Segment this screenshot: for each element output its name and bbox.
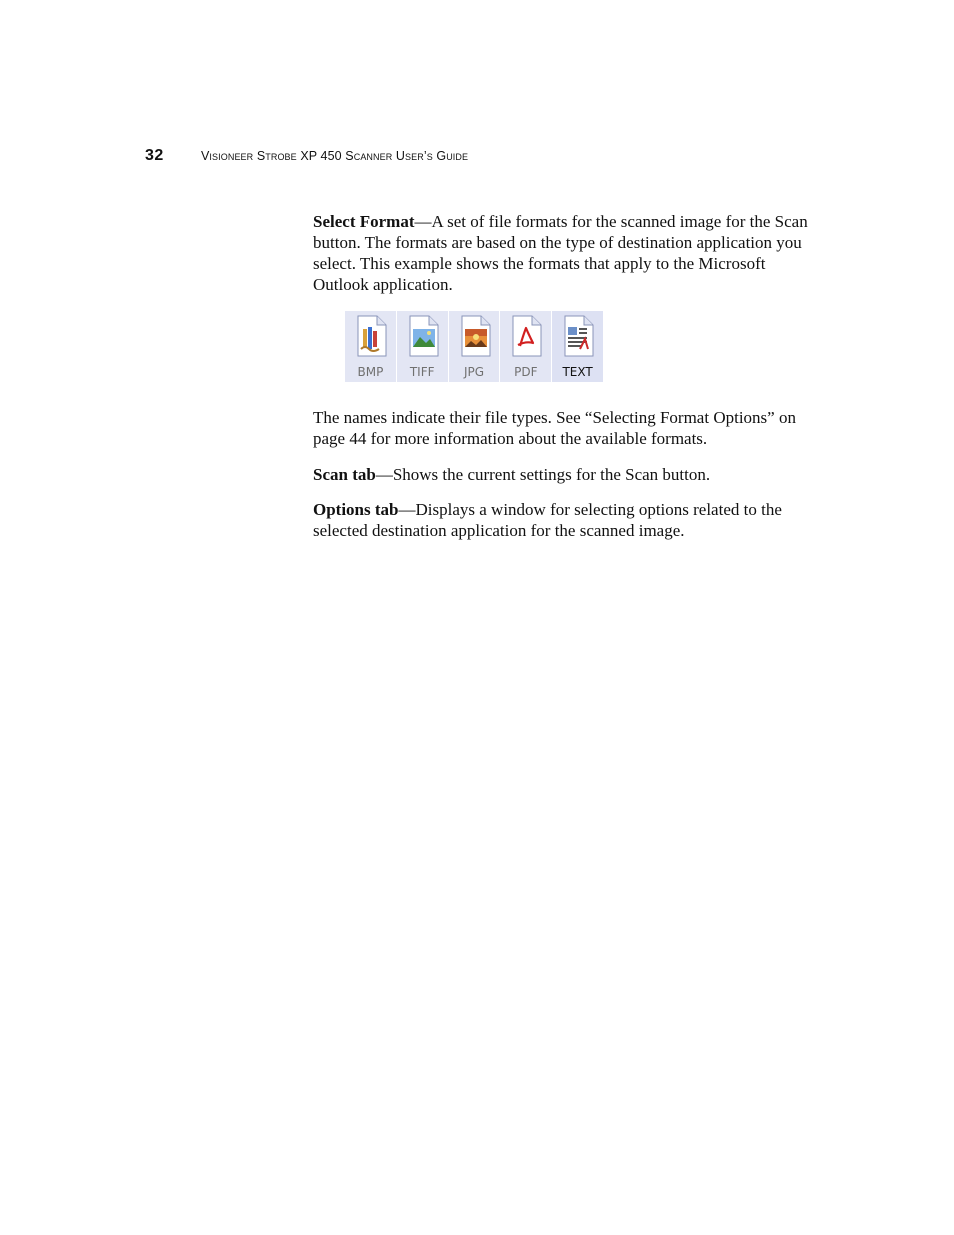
page-number: 32 bbox=[145, 147, 164, 164]
format-button-jpg[interactable] bbox=[449, 311, 500, 382]
format-label-bmp: BMP bbox=[357, 365, 384, 379]
format-button-pdf[interactable] bbox=[500, 311, 551, 382]
scan-tab-paragraph bbox=[313, 464, 813, 485]
select-format-description: —A set of file formats for the scanned image for the Scan button. The formats are based on the type of destination application you select. This example shows the formats that apply to the Microsoft Outlook application. bbox=[313, 212, 808, 294]
bmp-file-icon bbox=[353, 315, 389, 357]
format-label-jpg: JPG bbox=[463, 365, 485, 379]
select-format-paragraph bbox=[313, 211, 813, 295]
select-format-term: Select Format bbox=[313, 212, 415, 231]
scan-tab-term: Scan tab bbox=[313, 465, 376, 484]
pdf-file-icon bbox=[508, 315, 544, 357]
running-header: Visioneer Strobe XP 450 Scanner User’s Guide bbox=[201, 149, 469, 163]
names-note-paragraph: The names indicate their file types. See “Selecting Format Options” on page 44 for more information about the available formats. bbox=[313, 408, 796, 448]
format-label-tiff: TIFF bbox=[409, 365, 435, 379]
options-tab-description: —Displays a window for selecting options related to the selected destination application for the scanned image. bbox=[313, 500, 782, 540]
format-button-tiff[interactable] bbox=[397, 311, 448, 382]
jpg-file-icon bbox=[457, 315, 493, 357]
tiff-file-icon bbox=[405, 315, 441, 357]
options-tab-paragraph bbox=[313, 499, 813, 541]
options-tab-term: Options tab bbox=[313, 500, 399, 519]
format-button-bmp[interactable] bbox=[345, 311, 396, 382]
format-button-text[interactable] bbox=[552, 311, 603, 382]
format-label-text: TEXT bbox=[562, 365, 593, 379]
format-label-pdf: PDF bbox=[514, 365, 538, 379]
text-file-icon bbox=[560, 315, 596, 357]
format-button-strip bbox=[345, 311, 603, 382]
scan-tab-description: —Shows the current settings for the Scan button. bbox=[375, 465, 711, 484]
